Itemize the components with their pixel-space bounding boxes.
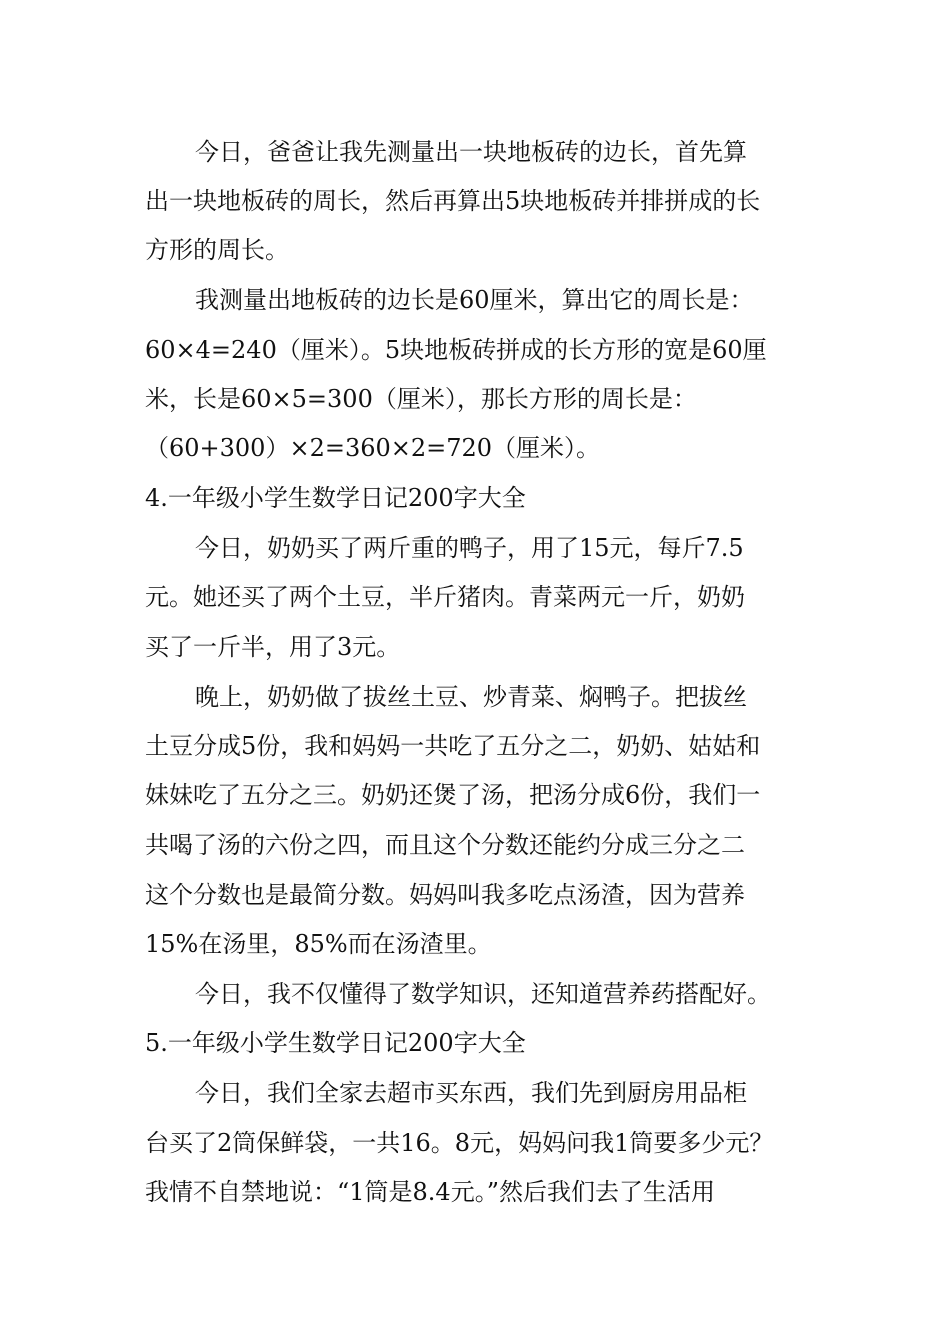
text-line: 今日，奶奶买了两斤重的鸭子，用了15元，每斤7.5: [195, 534, 744, 562]
text-line: 出一块地板砖的周长，然后再算出5块地板砖并排拼成的长: [145, 187, 761, 215]
text-line: 米，长是60×5=300（厘米），那长方形的周长是：: [145, 385, 697, 413]
text-line: 妹妹吃了五分之三。奶奶还煲了汤，把汤分成6份，我们一: [145, 781, 761, 809]
text-line: 这个分数也是最简分数。妈妈叫我多吃点汤渣，因为营养: [145, 881, 745, 909]
text-line: 我情不自禁地说：“1筒是8.4元。”然后我们去了生活用: [145, 1178, 715, 1206]
text-line: 土豆分成5份，我和妈妈一共吃了五分之二，奶奶、姑姑和: [145, 732, 761, 760]
text-line: （60+300）×2=360×2=720（厘米）。: [145, 434, 601, 462]
text-line: 60×4=240（厘米）。5块地板砖拼成的长方形的宽是60厘: [145, 336, 767, 364]
text-line: 台买了2筒保鲜袋，一共16。8元，妈妈问我1筒要多少元？: [145, 1129, 774, 1157]
text-line: 我测量出地板砖的边长是60厘米，算出它的周长是：: [195, 286, 754, 314]
text-line: 15%在汤里，85%而在汤渣里。: [145, 930, 492, 958]
text-line: 元。她还买了两个土豆，半斤猪肉。青菜两元一斤，奶奶: [145, 583, 745, 611]
text-line: 今日，我们全家去超市买东西，我们先到厨房用品柜: [195, 1079, 747, 1107]
text-line: 晚上，奶奶做了拔丝土豆、炒青菜、焖鸭子。把拔丝: [195, 683, 747, 711]
section-heading: 4.一年级小学生数学日记200字大全: [145, 484, 526, 512]
text-line: 今日，我不仅懂得了数学知识，还知道营养药搭配好。: [195, 980, 771, 1008]
text-line: 今日，爸爸让我先测量出一块地板砖的边长，首先算: [195, 138, 747, 166]
text-line: 买了一斤半，用了3元。: [145, 633, 401, 661]
text-line: 共喝了汤的六份之四，而且这个分数还能约分成三分之二: [145, 831, 745, 859]
text-line: 方形的周长。: [145, 236, 289, 264]
section-heading: 5.一年级小学生数学日记200字大全: [145, 1029, 526, 1057]
